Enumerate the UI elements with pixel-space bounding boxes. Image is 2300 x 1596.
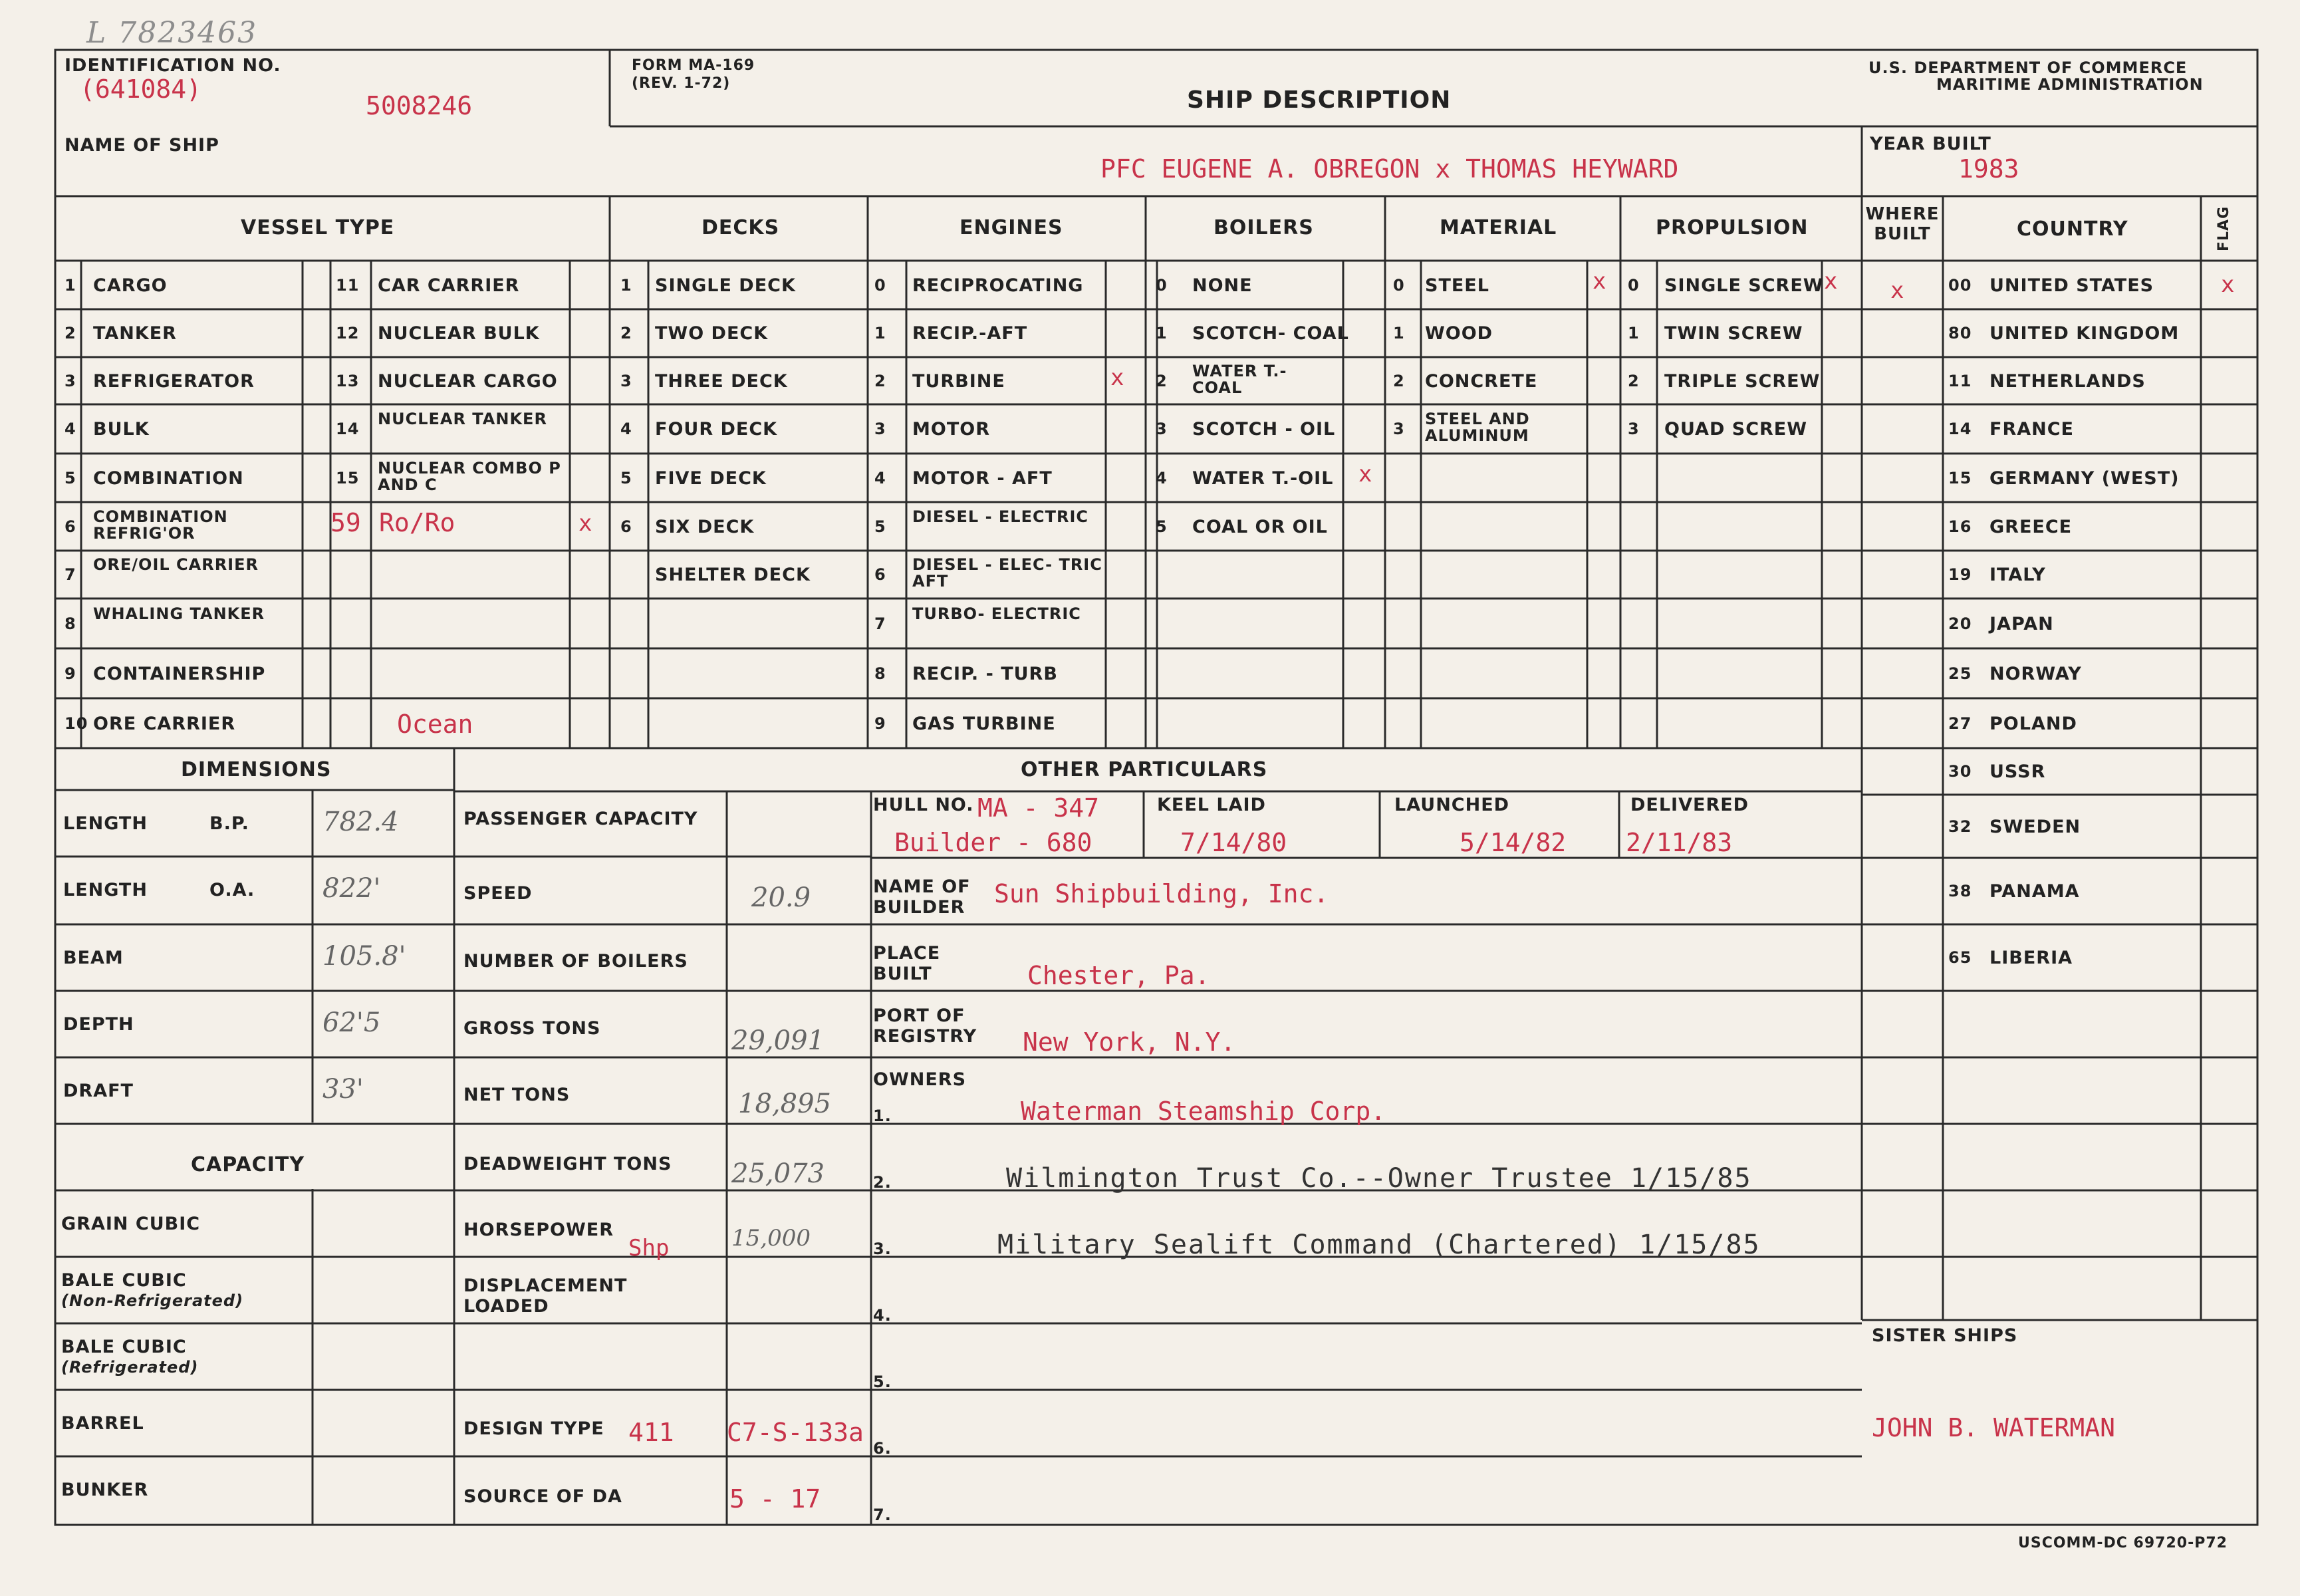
form-number: FORM MA-169: [632, 57, 755, 74]
country-code: 30: [1948, 762, 1972, 781]
keel-laid-label: KEEL LAID: [1157, 795, 1266, 815]
department-name: U.S. DEPARTMENT OF COMMERCE: [1868, 59, 2188, 77]
country-label: UNITED KINGDOM: [1989, 323, 2180, 344]
country-code: 65: [1948, 948, 1972, 967]
horsepower-label: HORSEPOWER: [463, 1220, 614, 1240]
dimension-label: BEAM: [63, 948, 124, 968]
engine-code: 7: [874, 614, 886, 633]
dimension-value: 105.8': [322, 941, 406, 972]
country-label: FRANCE: [1989, 419, 2074, 440]
deck-label: FIVE DECK: [655, 467, 767, 489]
material-label: STEEL: [1425, 275, 1489, 296]
ship-name-label: NAME OF SHIP: [64, 135, 219, 156]
propulsion-label: SINGLE SCREW: [1664, 275, 1824, 296]
deck-code: 1: [620, 275, 632, 295]
speed-label: SPEED: [463, 883, 533, 904]
boiler-label: COAL OR OIL: [1192, 516, 1328, 537]
vessel-type-entry-label: Ro/Ro: [379, 508, 455, 537]
vessel-type-code: 14: [336, 420, 360, 438]
horsepower-value: 15,000: [731, 1225, 811, 1252]
propulsion-code: 0: [1628, 275, 1640, 295]
net-tons-label: NET TONS: [463, 1085, 571, 1105]
vessel-type-entry-note: Ocean: [397, 710, 473, 739]
country-code: 27: [1948, 714, 1972, 733]
capacity-label: BARREL: [61, 1413, 144, 1434]
propulsion-label: QUAD SCREW: [1664, 419, 1808, 440]
vessel-type-label: WHALING TANKER: [93, 604, 265, 623]
engine-label: MOTOR - AFT: [912, 467, 1053, 489]
capacity-sublabel: (Non-Refrigerated): [61, 1291, 244, 1310]
owner-name: Waterman Steamship Corp.: [1021, 1097, 1386, 1126]
owner-name: Military Sealift Command (Chartered) 1/15/85: [997, 1230, 1761, 1260]
vessel-type-code: 7: [64, 565, 76, 584]
boiler-label: WATER T.-OIL: [1192, 467, 1334, 489]
boiler-code: 5: [1156, 517, 1168, 536]
country-code: 20: [1948, 614, 1972, 633]
vessel-type-label: CARGO: [93, 275, 168, 296]
propulsion-label: TWIN SCREW: [1664, 323, 1803, 344]
engine-code: 3: [874, 420, 886, 438]
passenger-capacity-label: PASSENGER CAPACITY: [463, 809, 698, 829]
engine-label: TURBINE: [912, 370, 1005, 392]
engines-header: ENGINES: [959, 216, 1063, 239]
hull-number-builder: Builder - 680: [894, 828, 1092, 857]
where-built-mark: x: [1890, 277, 1904, 304]
country-label: LIBERIA: [1989, 948, 2073, 968]
identification-label: IDENTIFICATION NO.: [64, 55, 281, 76]
year-built-label: YEAR BUILT: [1870, 134, 1991, 154]
dimension-value: 782.4: [322, 807, 399, 837]
country-code: 11: [1948, 371, 1972, 390]
material-code: 1: [1393, 324, 1405, 342]
dimensions-header: DIMENSIONS: [181, 758, 332, 781]
engine-label: MOTOR: [912, 419, 990, 440]
vessel-type-code: 13: [336, 371, 360, 390]
vessel-type-label: ORE/OIL CARRIER: [93, 555, 259, 574]
dimension-value: 822': [322, 873, 381, 904]
country-label: PANAMA: [1989, 881, 2080, 902]
boiler-code: 3: [1156, 420, 1168, 438]
form-title: SHIP DESCRIPTION: [1187, 86, 1452, 114]
engine-label: TURBO- ELECTRIC: [912, 604, 1081, 623]
country-code: 25: [1948, 664, 1972, 683]
owner-number: 5.: [873, 1373, 892, 1391]
owner-number: 2.: [873, 1173, 892, 1192]
vessel-type-label: NUCLEAR BULK: [378, 323, 540, 344]
boiler-selected-mark: x: [1358, 461, 1372, 487]
capacity-header: CAPACITY: [191, 1153, 305, 1176]
boilers-header: BOILERS: [1214, 216, 1314, 239]
boiler-code: 0: [1156, 275, 1168, 295]
capacity-label: GRAIN CUBIC: [61, 1214, 201, 1234]
deck-label: SHELTER DECK: [655, 565, 811, 585]
launched-value: 5/14/82: [1460, 828, 1567, 857]
dimension-value: 62'5: [322, 1007, 381, 1038]
vessel-type-label: CAR CARRIER: [378, 275, 520, 296]
year-built-value: 1983: [1958, 154, 2019, 184]
dimension-label: LENGTH: [63, 880, 148, 900]
deck-code: 6: [620, 517, 632, 536]
identification-value: (641084): [80, 74, 202, 104]
country-label: SWEDEN: [1989, 816, 2081, 837]
country-code: 00: [1948, 275, 1972, 295]
boiler-code: 4: [1156, 468, 1168, 487]
dimension-sublabel: O.A.: [209, 880, 255, 900]
engine-label: RECIP. - TURB: [912, 663, 1058, 684]
owners-label: OWNERS: [873, 1069, 967, 1090]
capacity-label: BUNKER: [61, 1480, 149, 1500]
vessel-type-label: ORE CARRIER: [93, 713, 236, 734]
builder-name-value: Sun Shipbuilding, Inc.: [994, 879, 1329, 908]
engine-label: RECIP.-AFT: [912, 323, 1028, 344]
vessel-type-label: NUCLEAR CARGO: [378, 370, 558, 392]
vessel-type-label: REFRIGERATOR: [93, 370, 255, 392]
vessel-type-label: TANKER: [93, 323, 177, 344]
vessel-type-code: 3: [64, 371, 76, 390]
owner-number: 1.: [873, 1107, 892, 1125]
deck-label: SINGLE DECK: [655, 275, 796, 296]
keel-laid-value: 7/14/80: [1180, 828, 1287, 857]
engine-code: 6: [874, 565, 886, 584]
deadweight-tons-value: 25,073: [731, 1158, 825, 1189]
engine-label: GAS TURBINE: [912, 713, 1056, 734]
deck-code: 2: [620, 324, 632, 342]
propulsion-code: 3: [1628, 420, 1640, 438]
country-code: 32: [1948, 817, 1972, 836]
design-type-code: 411: [628, 1418, 674, 1447]
engine-label: RECIPROCATING: [912, 275, 1084, 296]
footer-code: USCOMM-DC 69720-P72: [2018, 1535, 2228, 1551]
country-label: JAPAN: [1989, 613, 2054, 634]
material-label: CONCRETE: [1425, 370, 1538, 392]
country-code: 19: [1948, 565, 1972, 584]
deck-code: 3: [620, 371, 632, 390]
engine-code: 9: [874, 714, 886, 733]
owner-number: 7.: [873, 1506, 892, 1524]
capacity-label: BALE CUBIC: [61, 1337, 187, 1357]
country-flag-mark: x: [2221, 271, 2235, 298]
vessel-type-code: 12: [336, 324, 360, 342]
form-revision: (REV. 1-72): [632, 75, 731, 92]
ship-name-value: PFC EUGENE A. OBREGON x THOMAS HEYWARD: [1100, 154, 1679, 184]
country-label: POLAND: [1989, 713, 2077, 734]
vessel-type-code: 10: [64, 714, 88, 733]
vessel-type-code: 15: [336, 468, 360, 487]
hull-number-value: MA - 347: [977, 793, 1100, 823]
dimension-label: DRAFT: [63, 1081, 134, 1101]
country-label: NORWAY: [1989, 663, 2082, 684]
vessel-type-label: BULK: [93, 419, 150, 440]
country-label: USSR: [1989, 761, 2046, 782]
material-header: MATERIAL: [1440, 216, 1557, 239]
material-label: STEEL AND ALUMINUM: [1425, 410, 1530, 446]
vessel-type-code: 9: [64, 664, 76, 683]
capacity-sublabel: (Refrigerated): [61, 1358, 199, 1377]
engine-code: 0: [874, 275, 886, 295]
material-code: 2: [1393, 371, 1405, 390]
dimension-label: DEPTH: [63, 1014, 134, 1035]
number-of-boilers-label: NUMBER OF BOILERS: [463, 951, 688, 972]
delivered-label: DELIVERED: [1630, 795, 1749, 815]
deck-code: 4: [620, 420, 632, 438]
owner-number: 4.: [873, 1306, 892, 1325]
country-label: GERMANY (WEST): [1989, 467, 2180, 489]
deadweight-tons-label: DEADWEIGHT TONS: [463, 1154, 672, 1174]
vessel-type-entry-code: 59: [330, 508, 361, 537]
speed-value: 20.9: [751, 882, 811, 913]
country-label: NETHERLANDS: [1989, 370, 2146, 392]
horsepower-unit: Shp: [628, 1235, 670, 1262]
vessel-type-label: CONTAINERSHIP: [93, 663, 266, 684]
port-of-registry-label: PORT OF REGISTRY: [873, 1005, 977, 1047]
sister-ships-value: JOHN B. WATERMAN: [1872, 1413, 2116, 1442]
material-label: WOOD: [1425, 323, 1493, 344]
boiler-label: SCOTCH- COAL: [1192, 323, 1349, 344]
port-of-registry-value: New York, N.Y.: [1023, 1027, 1236, 1057]
country-code: 16: [1948, 517, 1972, 536]
engine-label: DIESEL - ELECTRIC: [912, 507, 1088, 526]
identification-value-secondary: 5008246: [366, 91, 473, 120]
design-type-label: DESIGN TYPE: [463, 1418, 604, 1439]
vessel-type-code: 11: [336, 275, 360, 295]
vessel-type-label: COMBINATION REFRIG'OR: [93, 507, 228, 543]
country-code: 38: [1948, 882, 1972, 900]
vessel-type-label: NUCLEAR COMBO P AND C: [378, 458, 561, 494]
builder-name-label: NAME OF BUILDER: [873, 876, 971, 918]
propulsion-label: TRIPLE SCREW: [1664, 370, 1821, 392]
material-code: 0: [1393, 275, 1405, 295]
country-code: 14: [1948, 420, 1972, 438]
dimension-label: LENGTH: [63, 813, 148, 834]
boiler-label: SCOTCH - OIL: [1192, 419, 1336, 440]
country-label: GREECE: [1989, 516, 2073, 537]
owner-number: 3.: [873, 1240, 892, 1258]
boiler-label: NONE: [1192, 275, 1253, 296]
gross-tons-value: 29,091: [731, 1025, 825, 1056]
engine-code: 5: [874, 517, 886, 536]
other-particulars-header: OTHER PARTICULARS: [1021, 758, 1268, 781]
deck-label: THREE DECK: [655, 370, 788, 392]
pencil-reference-note: L 7823463: [86, 16, 258, 50]
dimension-sublabel: B.P.: [209, 813, 249, 834]
hull-number-label: HULL NO.: [873, 795, 974, 815]
deck-label: FOUR DECK: [655, 419, 778, 440]
propulsion-code: 1: [1628, 324, 1640, 342]
launched-label: LAUNCHED: [1394, 795, 1510, 815]
vessel-type-label: NUCLEAR TANKER: [378, 410, 547, 428]
flag-header: FLAG: [2216, 205, 2232, 251]
boiler-label: WATER T.- COAL: [1192, 361, 1287, 397]
engine-label: DIESEL - ELEC- TRIC AFT: [912, 555, 1102, 591]
country-code: 80: [1948, 324, 1972, 342]
owner-number: 6.: [873, 1439, 892, 1458]
country-label: UNITED STATES: [1989, 275, 2154, 296]
vessel-type-code: 1: [64, 275, 76, 295]
vessel-type-entry-mark: x: [578, 510, 592, 537]
deck-label: TWO DECK: [655, 323, 769, 344]
net-tons-value: 18,895: [738, 1089, 831, 1119]
deck-label: SIX DECK: [655, 516, 755, 537]
engine-selected-mark: x: [1110, 364, 1124, 391]
design-type-value: C7-S-133a: [727, 1418, 864, 1447]
gross-tons-label: GROSS TONS: [463, 1018, 601, 1039]
material-code: 3: [1393, 420, 1405, 438]
vessel-type-code: 2: [64, 324, 76, 342]
material-selected-mark: x: [1593, 268, 1606, 295]
vessel-type-code: 5: [64, 468, 76, 487]
boiler-code: 1: [1156, 324, 1168, 342]
engine-code: 4: [874, 468, 886, 487]
boiler-code: 2: [1156, 371, 1168, 390]
engine-code: 8: [874, 664, 886, 683]
propulsion-code: 2: [1628, 371, 1640, 390]
vessel-type-code: 8: [64, 614, 76, 633]
vessel-type-code: 6: [64, 517, 76, 536]
where-built-header: WHERE BUILT: [1865, 204, 1940, 244]
sister-ships-label: SISTER SHIPS: [1872, 1325, 2018, 1346]
owner-name: Wilmington Trust Co.--Owner Trustee 1/15/85: [1006, 1163, 1752, 1194]
engine-code: 2: [874, 371, 886, 390]
vessel-type-label: COMBINATION: [93, 467, 244, 489]
delivered-value: 2/11/83: [1626, 828, 1733, 857]
engine-code: 1: [874, 324, 886, 342]
deck-code: 5: [620, 468, 632, 487]
place-built-value: Chester, Pa.: [1027, 961, 1210, 990]
source-of-data-label: SOURCE OF DA: [463, 1486, 622, 1507]
propulsion-header: PROPULSION: [1656, 216, 1809, 239]
country-label: ITALY: [1989, 565, 2046, 585]
displacement-loaded-label: DISPLACEMENT LOADED: [463, 1275, 628, 1317]
propulsion-selected-mark: x: [1824, 268, 1838, 295]
vessel-type-header: VESSEL TYPE: [241, 216, 395, 239]
dimension-value: 33': [322, 1074, 364, 1105]
country-code: 15: [1948, 468, 1972, 487]
decks-header: DECKS: [702, 216, 780, 239]
vessel-type-code: 4: [64, 420, 76, 438]
capacity-label: BALE CUBIC: [61, 1270, 187, 1291]
source-of-data-value: 5 - 17: [729, 1484, 821, 1514]
country-header: COUNTRY: [2017, 217, 2128, 241]
place-built-label: PLACE BUILT: [873, 943, 941, 985]
administration-name: MARITIME ADMINISTRATION: [1936, 75, 2204, 94]
